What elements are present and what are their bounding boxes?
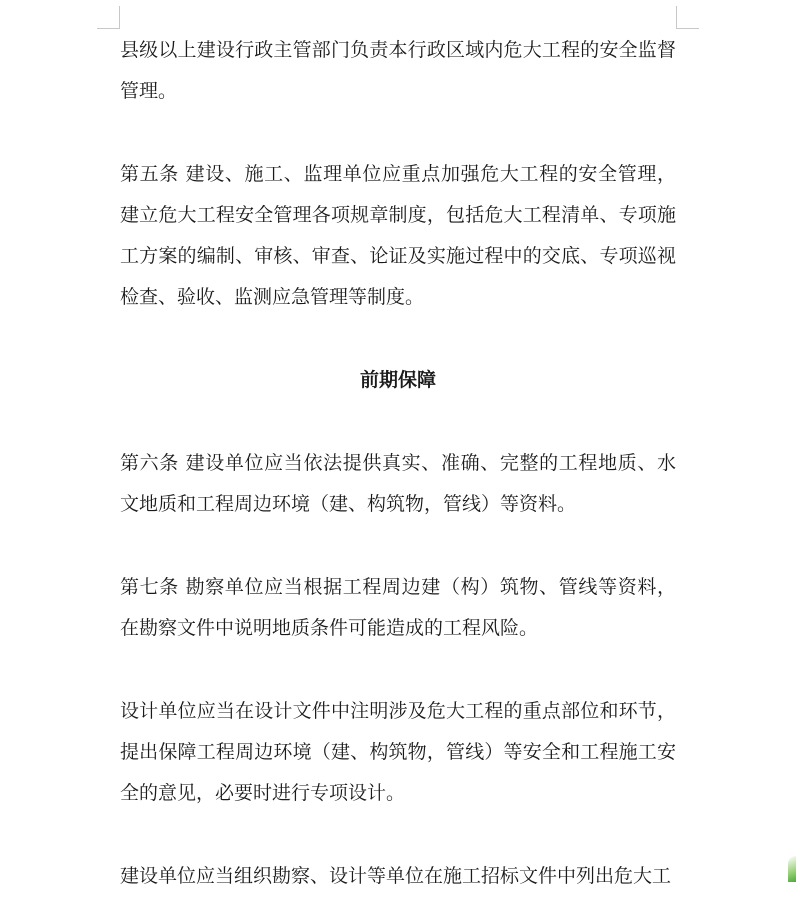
paragraph-construction-unit: 建设单位应当组织勘察、设计等单位在施工招标文件中列出危大工 <box>120 865 672 887</box>
corner-resize-handle[interactable] <box>788 856 796 882</box>
paragraph-supervision: 县级以上建设行政主管部门负责本行政区域内危大工程的安全监督管理。 <box>120 39 676 102</box>
paragraph-article-5: 第五条 建设、施工、监理单位应重点加强危大工程的安全管理，建立危大工程安全管理各项规章制度，包括危大工程清单、专项施工方案的编制、审核、审查、论证及实施过程中的交底、专项巡视检查、验收、监测应急管理等制度。 <box>120 163 676 308</box>
document-body[interactable] <box>120 30 676 897</box>
section-heading: 前期保障 <box>359 369 436 391</box>
paragraph-design-unit: 设计单位应当在设计文件中注明涉及危大工程的重点部位和环节，提出保障工程周边环境（建、构筑物，管线）等安全和工程施工安全的意见，必要时进行专项设计。 <box>120 700 676 804</box>
page-corner-mark-top-right <box>676 6 699 29</box>
page-corner-mark-top-left <box>97 6 120 29</box>
paragraph-article-6: 第六条 建设单位应当依法提供真实、准确、完整的工程地质、水文地质和工程周边环境（建、构筑物，管线）等资料。 <box>120 452 676 515</box>
paragraph-article-7: 第七条 勘察单位应当根据工程周边建（构）筑物、管线等资料，在勘察文件中说明地质条件可能造成的工程风险。 <box>120 576 676 639</box>
